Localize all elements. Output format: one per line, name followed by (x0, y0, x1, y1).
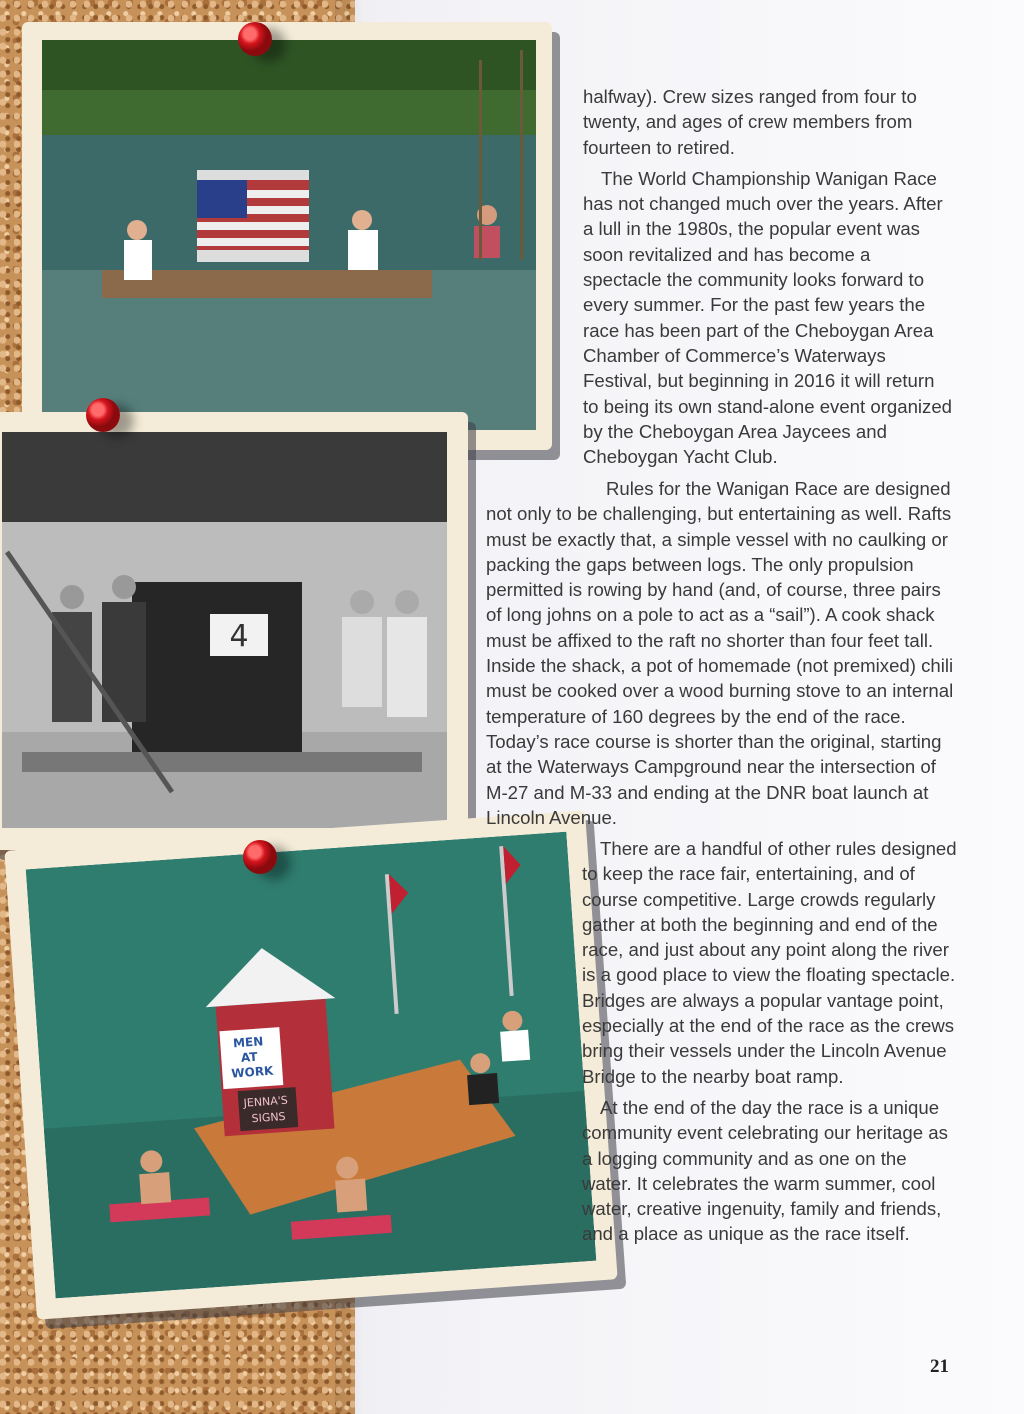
red-pushpin-icon (243, 840, 277, 874)
article-text-block-3 (582, 836, 957, 1247)
sign-line-signs: SIGNS (251, 1109, 286, 1126)
page-number: 21 (930, 1356, 949, 1377)
sign-line-jennas: JENNA'S (243, 1093, 289, 1110)
sign-line-at: AT (240, 1049, 258, 1065)
men-at-work-raft-scene (26, 832, 597, 1299)
paragraph-end-of-day: At the end of the day the race is a unique community event celebrating our heritage as a logging community and as one on the water. It celebrates the warm summer, cool water, creative ingenuity, family and friends, and a place as unique as the race itself. (582, 1096, 948, 1245)
flag-raft-scene (42, 40, 536, 430)
paragraph-other-rules: There are a handful of other rules designed to keep the race fair, entertaining, and of course competitive. Large crowds regularly gather at both the beginning and end of the race, and just about any point along the river is a good place to view the floating spectacle. Bridges are always a popular vantage point, especially at the end of the race as the crews bring their vessels under the Lincoln Avenue Bridge to the nearby boat ramp. (582, 838, 957, 1087)
sign-line-work: WORK (230, 1063, 274, 1081)
paragraph-world-championship: The World Championship Wanigan Race has not changed much over the years. After a lull in the 1980s, the popular event was soon revitalized and has become a spectacle the community looks forward to every summer. For the past few years the race has been part of the Cheboygan Area Chamber of Commerce’s Waterways Festival, but beginning in 2016 it will return to being its own stand-alone event organized by the Cheboygan Area Jaycees and Cheboygan Yacht Club. (583, 167, 953, 468)
american-flag (197, 180, 309, 250)
historic-raft-scene (2, 432, 447, 828)
raft-number-sign: 4 (229, 619, 249, 654)
article-text-block-2 (486, 476, 958, 830)
article-text-block-1 (583, 84, 953, 469)
photo-men-at-work-raft (4, 810, 617, 1319)
photo-historic-raft (0, 412, 468, 850)
red-pushpin-icon (86, 398, 120, 432)
red-pushpin-icon (238, 22, 272, 56)
photo-flag-raft (22, 22, 552, 450)
paragraph-crew-sizes: halfway). Crew sizes ranged from four to twenty, and ages of crew members from fourteen to retired. (583, 86, 917, 158)
sign-line-men: MEN (232, 1034, 264, 1051)
paragraph-rules: Rules for the Wanigan Race are designed not only to be challenging, but entertaining as well. Rafts must be exactly that, a simple vessel with no caulking or packing the gaps between logs. The only propulsion permitted is rowing by hand (and, of course, three pairs of long johns on a pole to act as a “sail”). A cook shack must be affixed to the raft no shorter than four feet tall. Inside the shack, a pot of homemade (not premixed) chili must be cooked over a wood burning stove to an internal temperature of 160 degrees by the end of the race. Today’s race course is shorter than the original, starting at the Waterways Campground near the intersection of M-27 and M-33 and ending at the DNR boat launch at Lincoln Avenue. (486, 478, 954, 828)
